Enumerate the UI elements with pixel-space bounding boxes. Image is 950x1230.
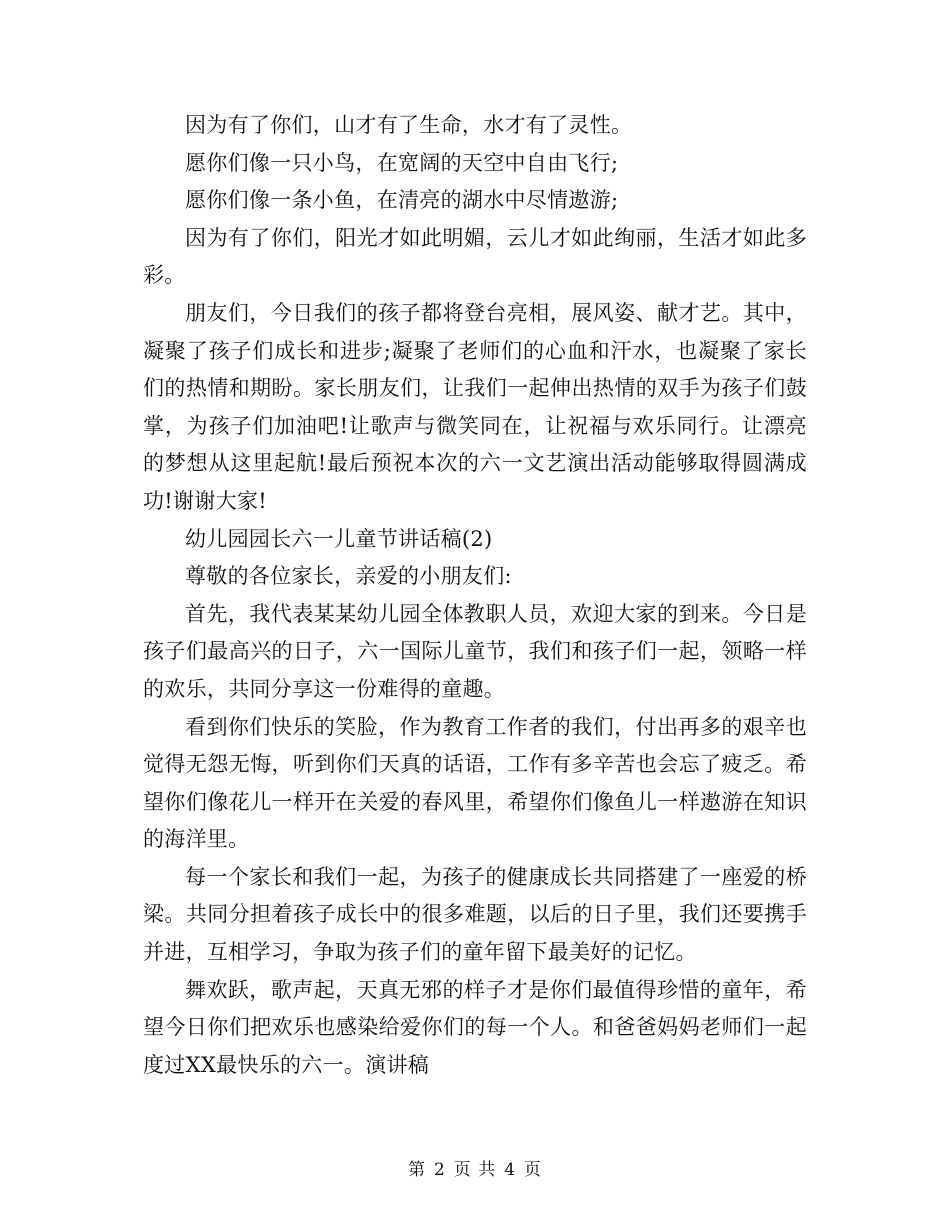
section-heading: 幼儿园园长六一儿童节讲话稿(2) — [185, 526, 493, 551]
footer-page-number: 2 — [433, 1160, 446, 1180]
paragraph: 因为有了你们，山才有了生命，水才有了灵性。 — [185, 113, 633, 137]
paragraph: 每一个家长和我们一起，为孩子的健康成长共同搭建了一座爱的桥梁。共同分担着孩子成长中的很多难题，以后的日子里，我们还要携手并进，互相学习，争取为孩子们的童年留下最美好的记忆。 — [143, 864, 807, 965]
page-footer — [0, 1158, 950, 1182]
paragraph: 首先，我代表某某幼儿园全体教职人员，欢迎大家的到来。今日是孩子们最高兴的日子，六一国际儿童节，我们和孩子们一起，领略一样的欢乐，共同分享这一份难得的童趣。 — [143, 601, 807, 701]
paragraph: 看到你们快乐的笑脸，作为教育工作者的我们，付出再多的艰辛也觉得无怨无悔，听到你们天真的话语，工作有多辛苦也会忘了疲乏。希望你们像花儿一样开在关爱的春风里，希望你们像鱼儿一样遨游在知识的海洋里。 — [143, 714, 807, 852]
paragraph: 舞欢跃，歌声起，天真无邪的样子才是你们最值得珍惜的童年，希望今日你们把欢乐也感染给爱你们的每一个人。和爸爸妈妈老师们一起度过XX最快乐的六一。演讲稿 — [143, 977, 807, 1077]
salutation: 尊敬的各位家长，亲爱的小朋友们: — [185, 564, 512, 589]
paragraph: 愿你们像一条小鱼，在清亮的湖水中尽情遨游; — [185, 188, 619, 213]
footer-suffix: 页 — [524, 1160, 543, 1180]
footer-middle: 页 共 — [453, 1160, 497, 1180]
paragraph: 朋友们，今日我们的孩子都将登台亮相，展风姿、献才艺。其中，凝聚了孩子们成长和进步;凝聚了老师们的心血和汗水，也凝聚了家长们的热情和期盼。家长朋友们，让我们一起伸出热情的双手为孩子们鼓掌，为孩子们加油吧!让歌声与微笑同在，让祝福与欢乐同行。让漂亮的梦想从这里起航!最后预祝本次的六一文艺演出活动能够取得圆满成功!谢谢大家! — [143, 300, 807, 513]
paragraph: 因为有了你们，阳光才如此明媚，云儿才如此绚丽，生活才如此多彩。 — [143, 225, 807, 288]
footer-total-pages: 4 — [504, 1160, 517, 1180]
document-body — [143, 107, 807, 1084]
footer-prefix: 第 — [407, 1160, 426, 1180]
paragraph: 愿你们像一只小鸟，在宽阔的天空中自由飞行; — [185, 150, 619, 175]
